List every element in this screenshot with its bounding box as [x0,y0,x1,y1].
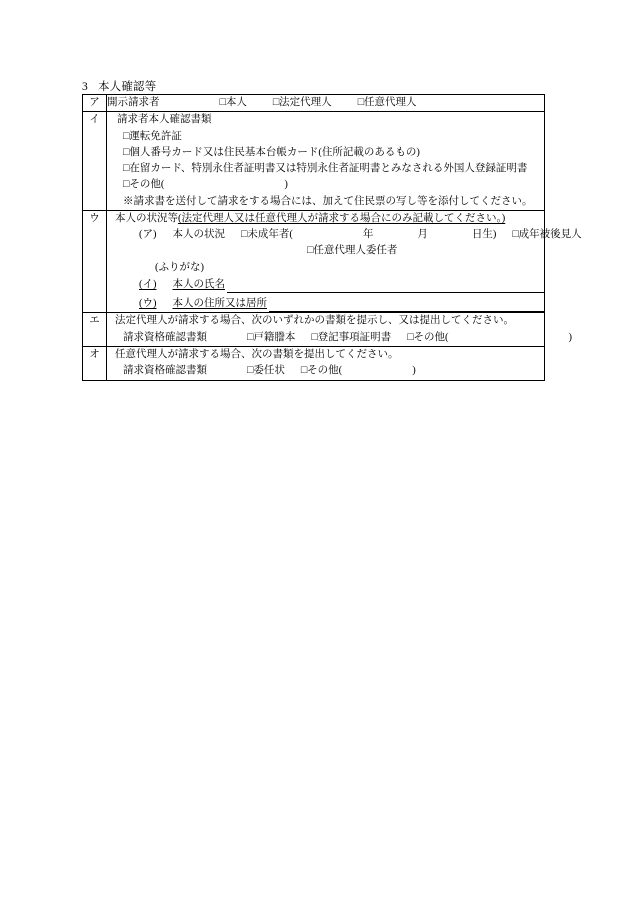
legal-agent-doc-label: 請求資格確認書類 [123,331,207,343]
checkbox-legal-agent-other[interactable]: □その他( [407,331,449,343]
person-address-label: 本人の住所又は居所 [172,298,267,310]
row-body-u [107,210,582,313]
person-name-label: 本人の氏名 [172,278,225,290]
sub-marker-u: (ウ) [139,298,157,310]
voluntary-agent-instruction: 任意代理人が請求する場合、次の書類を提出してください。 [115,348,399,360]
sub-marker-i: (イ) [139,278,157,290]
person-status-label: 本人の状況 [172,229,225,241]
row-marker-e: エ [83,313,107,347]
checkbox-family-register[interactable]: □戸籍謄本 [247,331,296,343]
table-row-e [83,313,545,347]
person-status-condition: (法定代理人又は任意代理人が請求する場合にのみ記載してください。) [178,212,506,224]
other-document-close-paren: ) [284,179,288,191]
person-status-title: 本人の状況等 [115,212,178,224]
legal-agent-other-close-paren: ) [568,331,573,343]
requester-documents-title: 請求者本人確認書類 [117,114,212,126]
checkbox-honnin[interactable]: □本人 [219,97,247,108]
person-address-input[interactable] [269,298,544,312]
furigana-label: (ふりがな) [155,261,204,273]
row-marker-a: ア [83,95,107,112]
row-body-e [107,313,573,347]
table-row-o [83,346,545,380]
voluntary-agent-other-close-paren: ) [412,365,416,377]
row-marker-o: オ [83,346,107,380]
section-heading [82,78,156,94]
section-number: 3 [82,81,88,93]
row-body-i [107,112,545,211]
checkbox-voluntary-agent-other[interactable]: □その他( [300,365,343,377]
table-row-i [83,112,545,211]
checkbox-minor[interactable]: □未成年者( [241,229,293,241]
row-body-a [107,95,545,112]
row-marker-u: ウ [83,210,107,313]
legal-agent-instruction: 法定代理人が請求する場合、次のいずれかの書類を提示し、又は提出してください。 [115,315,514,327]
checkbox-adult-ward[interactable]: □成年被後見人 [512,229,582,241]
checkbox-drivers-license[interactable]: □運転免許証 [123,130,182,142]
birth-month-label: 月 [417,229,428,241]
checkbox-power-of-attorney[interactable]: □委任状 [247,365,285,377]
row-body-o [107,346,545,380]
section-title: 本人確認等 [97,81,157,93]
sub-marker-a: (ア) [139,229,157,241]
checkbox-registration-certificate[interactable]: □登記事項証明書 [311,331,392,343]
person-name-input[interactable] [227,279,544,293]
checkbox-legal-agent[interactable]: □法定代理人 [272,97,332,108]
row-marker-i: イ [83,112,107,211]
table-row-u [83,210,545,313]
checkbox-residence-card[interactable]: □在留カード、特別永住者証明書又は特別永住者証明書とみなされる外国人登録証明書 [123,163,528,175]
birth-year-label: 年 [362,229,374,241]
birth-day-label: 日生) [471,229,497,241]
checkbox-voluntary-agent[interactable]: □任意代理人 [357,97,417,108]
identity-confirmation-table [82,94,582,381]
submission-note: ※請求書を送付して請求をする場合には、加えて住民票の写し等を添付してください。 [123,195,533,207]
checkbox-voluntary-agent-principal[interactable]: □任意代理人委任者 [307,245,398,257]
voluntary-agent-doc-label: 請求資格確認書類 [123,365,207,377]
table-row-a [83,95,545,112]
checkbox-mynumber-card[interactable]: □個人番号カード又は住民基本台帳カード(住所記載のあるもの) [123,146,420,158]
disclosure-requester-label: 開示請求者 [107,97,160,108]
checkbox-other-document[interactable]: □その他( [123,179,165,191]
